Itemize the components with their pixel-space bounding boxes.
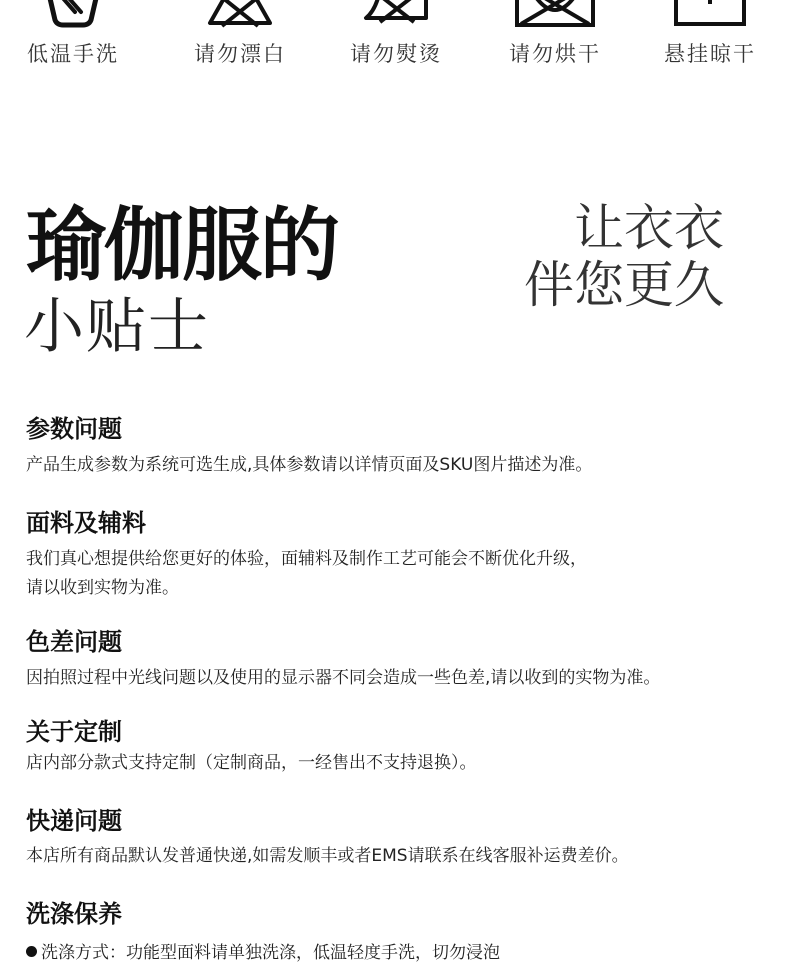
care-item <box>180 0 300 80</box>
slogan-line: 让衣衣 <box>574 199 724 257</box>
section-text: 店内部分款式支持定制（定制商品，一经售出不支持退换）。 <box>26 753 477 773</box>
do-not-bleach-icon <box>198 0 282 28</box>
section-title: 色差问题 <box>26 628 122 656</box>
section-text: 洗涤方式：功能型面料请单独洗涤，低温轻度手洗，切勿浸泡 <box>41 943 500 963</box>
care-label: 请勿烘干 <box>509 42 601 66</box>
section-body <box>26 664 766 693</box>
section-text: 产品生成参数为系统可选生成,具体参数请以详情页面及SKU图片描述为准。 <box>26 455 593 475</box>
care-label: 请勿熨烫 <box>350 42 442 66</box>
section-title: 快递问题 <box>26 807 122 835</box>
bullet-item <box>26 939 766 968</box>
page-title: 瑜伽服的 <box>26 199 338 292</box>
section-washing-care <box>26 897 766 968</box>
section-body <box>26 545 766 603</box>
care-label: 低温手洗 <box>27 42 119 66</box>
bullet-icon <box>26 946 37 957</box>
care-label: 悬挂晾干 <box>664 42 756 66</box>
care-item <box>495 0 615 80</box>
section-body <box>26 842 766 871</box>
do-not-tumble-dry-icon <box>513 0 597 28</box>
section-text: 我们真心想提供给您更好的体验，面辅料及制作工艺可能会不断优化升级， <box>26 549 587 569</box>
section-title: 洗涤保养 <box>26 900 122 928</box>
page-subtitle: 小贴士 <box>24 292 210 362</box>
do-not-iron-icon <box>354 0 438 28</box>
section-title: 关于定制 <box>26 718 122 746</box>
care-symbols-row <box>0 0 790 80</box>
care-item <box>13 0 133 80</box>
section-customization <box>26 715 766 778</box>
care-item <box>336 0 456 80</box>
section-fabric <box>26 506 766 603</box>
section-text: 因拍照过程中光线问题以及使用的显示器不同会造成一些色差,请以收到的实物为准。 <box>26 668 661 688</box>
section-body <box>26 939 766 968</box>
slogan-line: 伴您更久 <box>524 256 724 314</box>
slogan <box>524 200 724 314</box>
section-body <box>26 749 766 778</box>
section-text: 请以收到实物为准。 <box>26 578 179 598</box>
section-text: 本店所有商品默认发普通快递,如需发顺丰或者EMS请联系在线客服补运费差价。 <box>26 846 629 866</box>
section-shipping <box>26 804 766 871</box>
section-parameters <box>26 412 766 480</box>
hand-wash-low-temp-icon <box>31 0 115 28</box>
care-label: 请勿漂白 <box>194 42 286 66</box>
section-title: 参数问题 <box>26 415 122 443</box>
section-body <box>26 451 766 480</box>
hang-dry-icon <box>668 0 752 28</box>
section-color-difference <box>26 625 766 693</box>
section-title: 面料及辅料 <box>26 509 146 537</box>
care-item <box>650 0 770 80</box>
